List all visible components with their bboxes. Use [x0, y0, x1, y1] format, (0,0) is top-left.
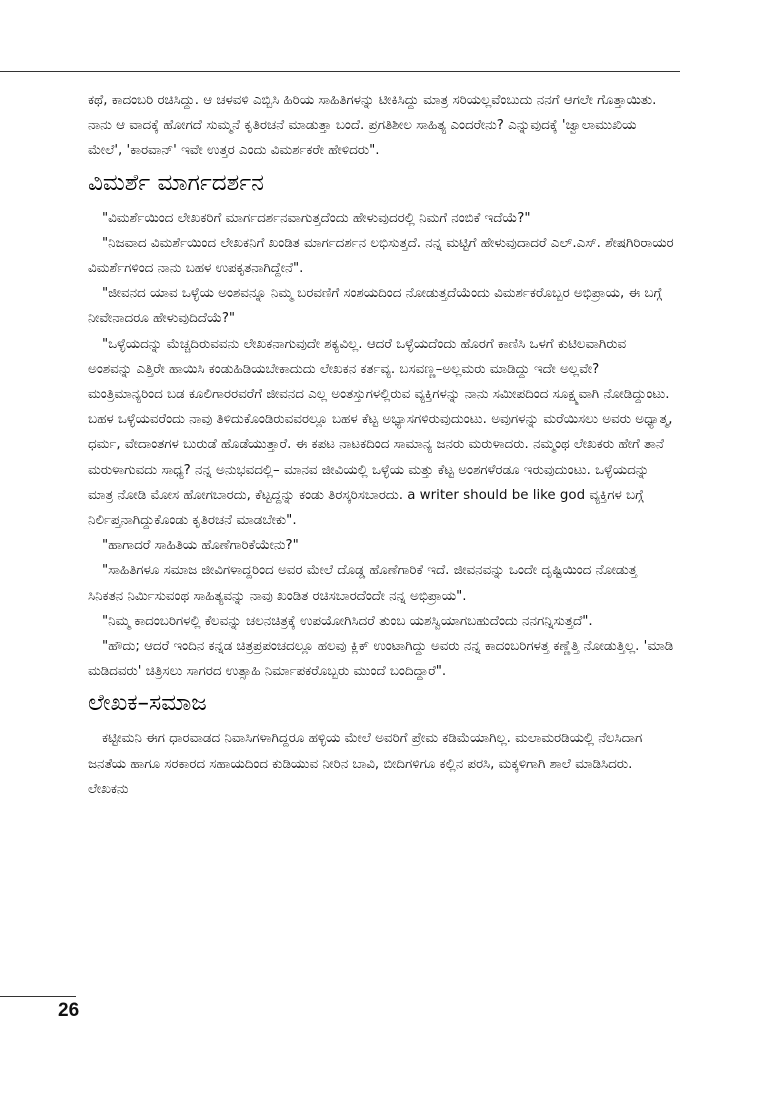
question-paragraph: "ಹಾಗಾದರೆ ಸಾಹಿತಿಯ ಹೊಣೆಗಾರಿಕೆಯೇನು?" [102, 538, 299, 554]
top-rule [0, 71, 680, 72]
footer-rule [0, 996, 76, 997]
answer-paragraph: "ನಿಜವಾದ ವಿಮರ್ಶೆಯಿಂದ ಲೇಖಕನಿಗೆ ಖಂಡಿತ ಮಾರ್ಗದರ್ಶನ ಲಭಿಸುತ್ತದೆ. ನನ್ನ ಮಟ್ಟಿಗೆ ಹೇಳುವುದಾದರೆ ಎಲ್.ಎಸ್. ಶೇಷಗಿರಿರಾಯರ ವಿಮರ್ಶೆಗಳಿಂದ ನಾನು ಬಹಳ ಉಪಕೃತನಾಗಿದ್ದೇನೆ". [88, 235, 674, 277]
answer-paragraph: "ಹೌದು; ಆದರೆ ಇಂದಿನ ಕನ್ನಡ ಚಿತ್ರಪ್ರಪಂಚದಲ್ಲೂ ಹಲವು ಕ್ಲಿಕ್ ಉಂಟಾಗಿದ್ದು ಅವರು ನನ್ನ ಕಾದಂಬರಿಗಳತ್ತ ಕಣ್ಣೆತ್ತಿ ನೋಡುತ್ತಿಲ್ಲ. 'ಮಾಡಿ ಮಡಿದವರು' ಚಿತ್ರಿಸಲು ಸಾಗರದ ಉತ್ಸಾಹಿ ನಿರ್ಮಾಪಕರೊಬ್ಬರು ಮುಂದೆ ಬಂದಿದ್ದಾರೆ". [88, 639, 674, 680]
body-paragraph: ಕಟ್ಟೀಮನಿ ಈಗ ಧಾರವಾಡದ ನಿವಾಸಿಗಳಾಗಿದ್ದರೂ ಹಳ್ಳಿಯ ಮೇಲೆ ಅವರಿಗೆ ಪ್ರೇಮ ಕಡಿಮೆಯಾಗಿಲ್ಲ. ಮಲಾಮರಡಿಯಲ್ಲಿ ನೆಲಸಿದಾಗ ಜನತೆಯ ಹಾಗೂ ಸರಕಾರದ ಸಹಾಯದಿಂದ ಕುಡಿಯುವ ನೀರಿನ ಬಾವಿ, ಬೀದಿಗಳಿಗೂ ಕಲ್ಲಿನ ಪರಸಿ, ಮಕ್ಕಳಿಗಾಗಿ ಶಾಲೆ ಮಾಡಿಸಿದರು. ಲೇಖಕನು [88, 731, 643, 797]
intro-paragraph: ಕಥೆ, ಕಾದಂಬರಿ ರಚಿಸಿದ್ದು. ಆ ಚಳವಳಿ ಎಬ್ಬಿಸಿ ಹಿರಿಯ ಸಾಹಿತಿಗಳನ್ನು ಟೀಕಿಸಿದ್ದು ಮಾತ್ರ ಸರಿಯಲ್ಲವೆಂಬುದು ನನಗೆ ಆಗಲೇ ಗೊತ್ತಾಯಿತು. ನಾನು ಆ ವಾದಕ್ಕೆ ಹೋಗದೆ ಸುಮ್ಮನೆ ಕೃತಿರಚನೆ ಮಾಡುತ್ತಾ ಬಂದೆ. ಪ್ರಗತಿಶೀಲ ಸಾಹಿತ್ಯ ಎಂದರೇನು? ಎನ್ನುವುದಕ್ಕೆ 'ಜ್ವಾಲಾಮುಖಿಯ ಮೇಲೆ', 'ಕಾರವಾನ್' ಇವೇ ಉತ್ತರ ಎಂದು ವಿಮರ್ಶಕರೇ ಹೇಳಿದರು". [88, 93, 657, 159]
page-number: 26 [58, 1000, 80, 1021]
section-heading-writer-society: ಲೇಖಕ–ಸಮಾಜ [88, 690, 207, 717]
question-paragraph: "ಜೀವನದ ಯಾವ ಒಳ್ಳೆಯ ಅಂಶವನ್ನೂ ನಿಮ್ಮ ಬರವಣಿಗೆ ಸಂಶಯದಿಂದ ನೋಡುತ್ತದೆಯೆಂದು ವಿಮರ್ಶಕರೊಬ್ಬರ ಅಭಿಪ್ರಾಯ, ಈ ಬಗ್ಗೆ ನೀವೇನಾದರೂ ಹೇಳುವುದಿದೆಯೆ?" [88, 286, 662, 327]
question-paragraph: "ನಿಮ್ಮ ಕಾದಂಬರಿಗಳಲ್ಲಿ ಕೆಲವನ್ನು ಚಲನಚಿತ್ರಕ್ಕೆ ಉಪಯೋಗಿಸಿದರೆ ತುಂಬ ಯಶಸ್ವಿಯಾಗಬಹುದೆಂದು ನನಗನ್ನಿಸುತ್ತದೆ". [102, 613, 593, 629]
section-heading-criticism-guidance: ವಿಮರ್ಶೆ ಮಾರ್ಗದರ್ಶನ [88, 169, 264, 196]
page-body [88, 88, 674, 802]
answer-paragraph: "ಒಳ್ಳೆಯದನ್ನು ಮೆಚ್ಚದಿರುವವನು ಲೇಖಕನಾಗುವುದೇ ಶಕ್ಯವಿಲ್ಲ. ಆದರೆ ಒಳ್ಳೆಯದೆಂದು ಹೊರಗೆ ಕಾಣಿಸಿ ಒಳಗೆ ಕುಟಿಲವಾಗಿರುವ ಅಂಶವನ್ನು ಎತ್ತಿರೇ ಹಾಯಿಸಿ ಕಂಡುಹಿಡಿಯಬೇಕಾದುದು ಲೇಖಕನ ಕರ್ತವ್ಯ. ಬಸವಣ್ಣ–ಅಲ್ಲಮರು ಮಾಡಿದ್ದು ಇದೇ ಅಲ್ಲವೇ? ಮಂತ್ರಿಮಾನ್ಯರಿಂದ ಬಡ ಕೂಲಿಗಾರರವರೆಗೆ ಜೀವನದ ಎಲ್ಲ ಅಂತಸ್ತುಗಳಲ್ಲಿರುವ ವ್ಯಕ್ತಿಗಳನ್ನು ನಾನು ಸಮೀಪದಿಂದ ಸೂಕ್ಷ್ಮವಾಗಿ ನೋಡಿದ್ದುಂಟು. ಬಹಳ ಒಳ್ಳೆಯವರೆಂದು ನಾವು ತಿಳಿದುಕೊಂಡಿರುವವರಲ್ಲೂ ಬಹಳ ಕೆಟ್ಟ ಅಭ್ಯಾಸಗಳಿರುವುದುಂಟು. ಅವುಗಳನ್ನು ಮರೆಯಿಸಲು ಅವರು ಅಧ್ಯಾತ್ಮ, ಧರ್ಮ, ವೇದಾಂತಗಳ ಬುರುಡೆ ಹೊಡೆಯುತ್ತಾರೆ. ಈ ಕಪಟ ನಾಟಕದಿಂದ ಸಾಮಾನ್ಯ ಜನರು ಮರುಳಾದರು. ನಮ್ಮಂಥ ಲೇಖಕರು ಹೇಗೆ ತಾನೆ ಮರುಳಾಗುವದು ಸಾಧ್ಯ? ನನ್ನ ಅನುಭವದಲ್ಲಿ– ಮಾನವ ಜೀವಿಯಲ್ಲಿ ಒಳ್ಳೆಯ ಮತ್ತು ಕೆಟ್ಟ ಅಂಶಗಳೆರಡೂ ಇರುವುದುಂಟು. ಒಳ್ಳೆಯದನ್ನು ಮಾತ್ರ ನೋಡಿ ಮೋಸ ಹೋಗಬಾರದು, ಕೆಟ್ಟದ್ದನ್ನು ಕಂಡು ತಿರಸ್ಕರಿಸಬಾರದು. a writer should be like god ವ್ಯಕ್ತಿಗಳ ಬಗ್ಗೆ ನಿರ್ಲಿಪ್ತನಾಗಿದ್ದುಕೊಂಡು ಕೃತಿರಚನೆ ಮಾಡಬೇಕು". [88, 336, 673, 529]
question-paragraph: "ವಿಮರ್ಶೆಯಿಂದ ಲೇಖಕರಿಗೆ ಮಾರ್ಗದರ್ಶನವಾಗುತ್ತದೆಂದು ಹೇಳುವುದರಲ್ಲಿ ನಿಮಗೆ ನಂಬಿಕೆ ಇದೆಯೆ?" [102, 210, 531, 226]
answer-paragraph: "ಸಾಹಿತಿಗಳೂ ಸಮಾಜ ಜೀವಿಗಳಾದ್ದರಿಂದ ಅವರ ಮೇಲೆ ದೊಡ್ಡ ಹೊಣೆಗಾರಿಕೆ ಇದೆ. ಜೀವನವನ್ನು ಒಂದೇ ದೃಷ್ಟಿಯಿಂದ ನೋಡುತ್ತ ಸಿನಿಕತನ ನಿರ್ಮಿಸುವಂಥ ಸಾಹಿತ್ಯವನ್ನು ನಾವು ಖಂಡಿತ ರಚಿಸಬಾರದೆಂದೇ ನನ್ನ ಅಭಿಪ್ರಾಯ". [88, 563, 637, 604]
